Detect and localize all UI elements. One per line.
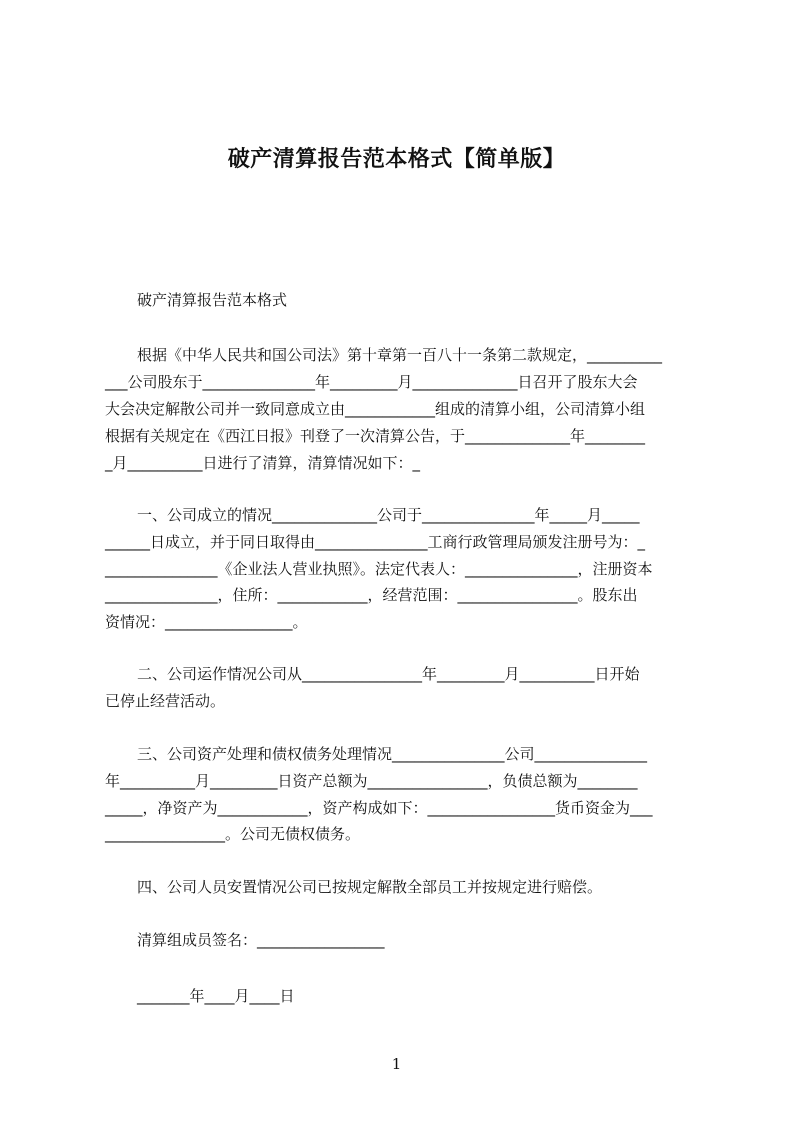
section-2-line: 二、公司运作情况公司从________________年_________月__________日开始: [137, 665, 640, 683]
section-1-line: 一、公司成立的情况______________公司于_______________年_____月_____: [137, 506, 640, 524]
section-3-line: 三、公司资产处理和债权债务处理情况_______________公司_______________: [137, 745, 648, 763]
paragraph-line: ___公司股东于_______________年_________月______________日召开了股东大会: [105, 373, 638, 391]
subtitle-line: 破产清算报告范本格式: [137, 291, 288, 309]
paragraph-line: 根据《中华人民共和国公司法》第十章第一百八十一条第二款规定，__________: [137, 346, 663, 364]
paragraph-line: _月__________日进行了清算，清算情况如下：_: [105, 454, 421, 472]
signature-line: 清算组成员签名：_________________: [137, 931, 385, 949]
section-1-line: _______________，住所：____________，经营范围：________________。股东出: [105, 586, 638, 604]
date-line: _______年____月____日: [137, 987, 295, 1005]
document-title: 破产清算报告范本格式【简单版】: [227, 147, 566, 172]
section-2-line: 已停止经营活动。: [105, 692, 226, 710]
section-3-line: _____，净资产为____________，资产构成如下：_________________货币资金为___: [105, 799, 653, 817]
paragraph-line: 根据有关规定在《西江日报》刊登了一次清算公告，于______________年________: [105, 427, 646, 445]
paragraph-line: 大会决定解散公司并一致同意成立由____________组成的清算小组，公司清算小组: [105, 400, 646, 418]
section-1-line: 资情况：_________________。: [105, 613, 308, 631]
section-4-line: 四、公司人员安置情况公司已按规定解散全部员工并按规定进行赔偿。: [137, 878, 603, 896]
section-3-line: ________________。公司无债权债务。: [105, 825, 361, 843]
section-3-line: 年__________月_________日资产总额为________________，负债总额为________: [105, 772, 638, 790]
section-1-line: _______________《企业法人营业执照》。法定代表人：_______________，注册资本: [105, 560, 653, 578]
section-1-line: ______日成立，并于同日取得由_______________工商行政管理局颁发注册号为：_: [105, 533, 646, 551]
page-number: 1: [391, 1055, 402, 1073]
